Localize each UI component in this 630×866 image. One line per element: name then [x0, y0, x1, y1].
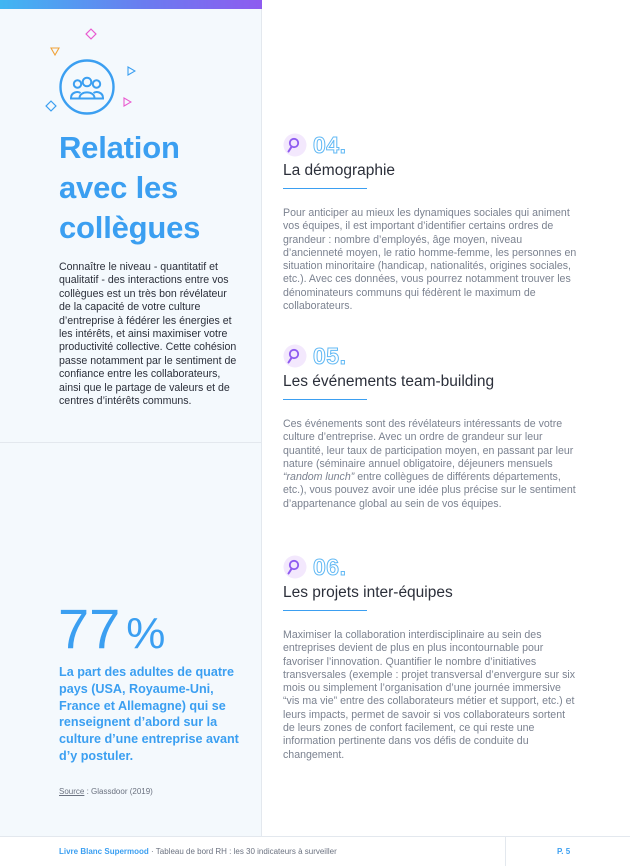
- footer-divider: [505, 837, 506, 866]
- section-rule: [283, 610, 367, 611]
- title-line: Relation: [59, 130, 180, 165]
- section-number: 06.: [313, 554, 347, 580]
- stat-source: [59, 787, 153, 796]
- footer-caption: [59, 847, 337, 856]
- title-line: collègues: [59, 210, 201, 245]
- stat-description: La part des adultes de quatre pays (USA, Royaume-Uni, France et Allemagne) qui se renseignent d’abord sur la culture d’une entreprise avant d’y postuler.: [59, 665, 239, 763]
- section-title: Les événements team-building: [283, 373, 495, 390]
- left-panel: [0, 0, 262, 836]
- title-line: avec les: [59, 170, 179, 205]
- body-text: entre collègues de différents départements, etc.), vous pouvez avoir une idée plus précise sur le sentiment d’appartenance global au sein de vos équipes.: [283, 471, 576, 510]
- section-number: 05.: [313, 343, 347, 369]
- magnifier-icon: [283, 133, 307, 157]
- source-label: Source: [59, 787, 85, 796]
- section-title: Les projets inter-équipes: [283, 584, 453, 601]
- intro-paragraph: Connaître le niveau - quantitatif et qualitatif - des interactions entre vos collègues est un très bon révélateur de la capacité de votre culture d’entreprise à fédérer les énergies et les intérêts, et ainsi maximiser votre productivité collective. Cette cohésion passe notamment par le sentiment de confiance entre les collaborateurs, ainsi que le partage de valeurs et de centres d’intérêts communs.: [59, 261, 237, 408]
- stat-figure: [58, 598, 165, 665]
- source-detail: : Glassdoor (2019): [84, 787, 153, 796]
- section-inter-equipes: [283, 554, 578, 762]
- footer-subtitle: · Tableau de bord RH : les 30 indicateurs à surveiller: [148, 847, 337, 856]
- section-title: La démographie: [283, 162, 396, 179]
- section-demographie: [283, 132, 578, 313]
- body-emphasis: “random lunch”: [283, 471, 355, 484]
- decorative-diamond-icon: [85, 28, 97, 40]
- magnifier-icon: [283, 344, 307, 368]
- stat-unit: %: [126, 609, 166, 658]
- section-rule: [283, 399, 367, 400]
- section-body: [283, 418, 578, 511]
- section-team-building: [283, 343, 578, 511]
- people-group-icon: [59, 59, 115, 115]
- section-number: 04.: [313, 132, 347, 158]
- section-header: [283, 554, 578, 580]
- magnifier-icon: [283, 555, 307, 579]
- panel-divider: [0, 442, 261, 443]
- page-title: [59, 128, 249, 248]
- decorative-diamond-icon: [45, 100, 57, 112]
- section-rule: [283, 188, 367, 189]
- stat-number: 77: [58, 597, 121, 660]
- section-header: [283, 132, 578, 158]
- top-gradient-bar: [0, 0, 262, 9]
- section-header: [283, 343, 578, 369]
- decorative-triangle-icon: [50, 46, 60, 56]
- page-number: P. 5: [557, 847, 571, 856]
- page-footer: [0, 836, 630, 866]
- decorative-triangle-icon: [122, 97, 132, 107]
- body-text: Ces événements sont des révélateurs intéressants de votre culture d’entreprise. Avec un ordre de grandeur sur leur quantité, leur taux de participation moyen, en passant par leur nature (séminaire annuel obligatoire, déjeuners mensuels: [283, 418, 574, 470]
- section-body: Maximiser la collaboration interdisciplinaire au sein des entreprises devient de plus en plus incontournable pour favoriser l’innovation. Quantifier le nombre d’initiatives transversales (exemple : projet transversal d’envergure sur six mois ou simplement l’organisation d’une journée immersive “vis ma vie” entre des collaborateurs métier et support, etc.) et leurs impacts, permet de savoir si vos collaborateurs sortent de leurs zones de confort facilement, ce qui reste une information pertinente dans vos défis de conduite du changement.: [283, 629, 576, 761]
- decorative-triangle-icon: [126, 66, 136, 76]
- footer-brand: Livre Blanc Supermood: [59, 847, 149, 856]
- section-body: Pour anticiper au mieux les dynamiques sociales qui animent vos équipes, il est important d’identifier certains ordres de grandeur : nombre d’employés, âge moyen, niveau d’ancienneté moyen, le ratio homme-femme, les personnes en situation minoritaire (handicap, nationalités, origines sociales, etc.). Avec ces données, vous pourrez notamment trouver les dénominateurs communs qui fédèrent le maximum de collaborateurs.: [283, 207, 577, 313]
